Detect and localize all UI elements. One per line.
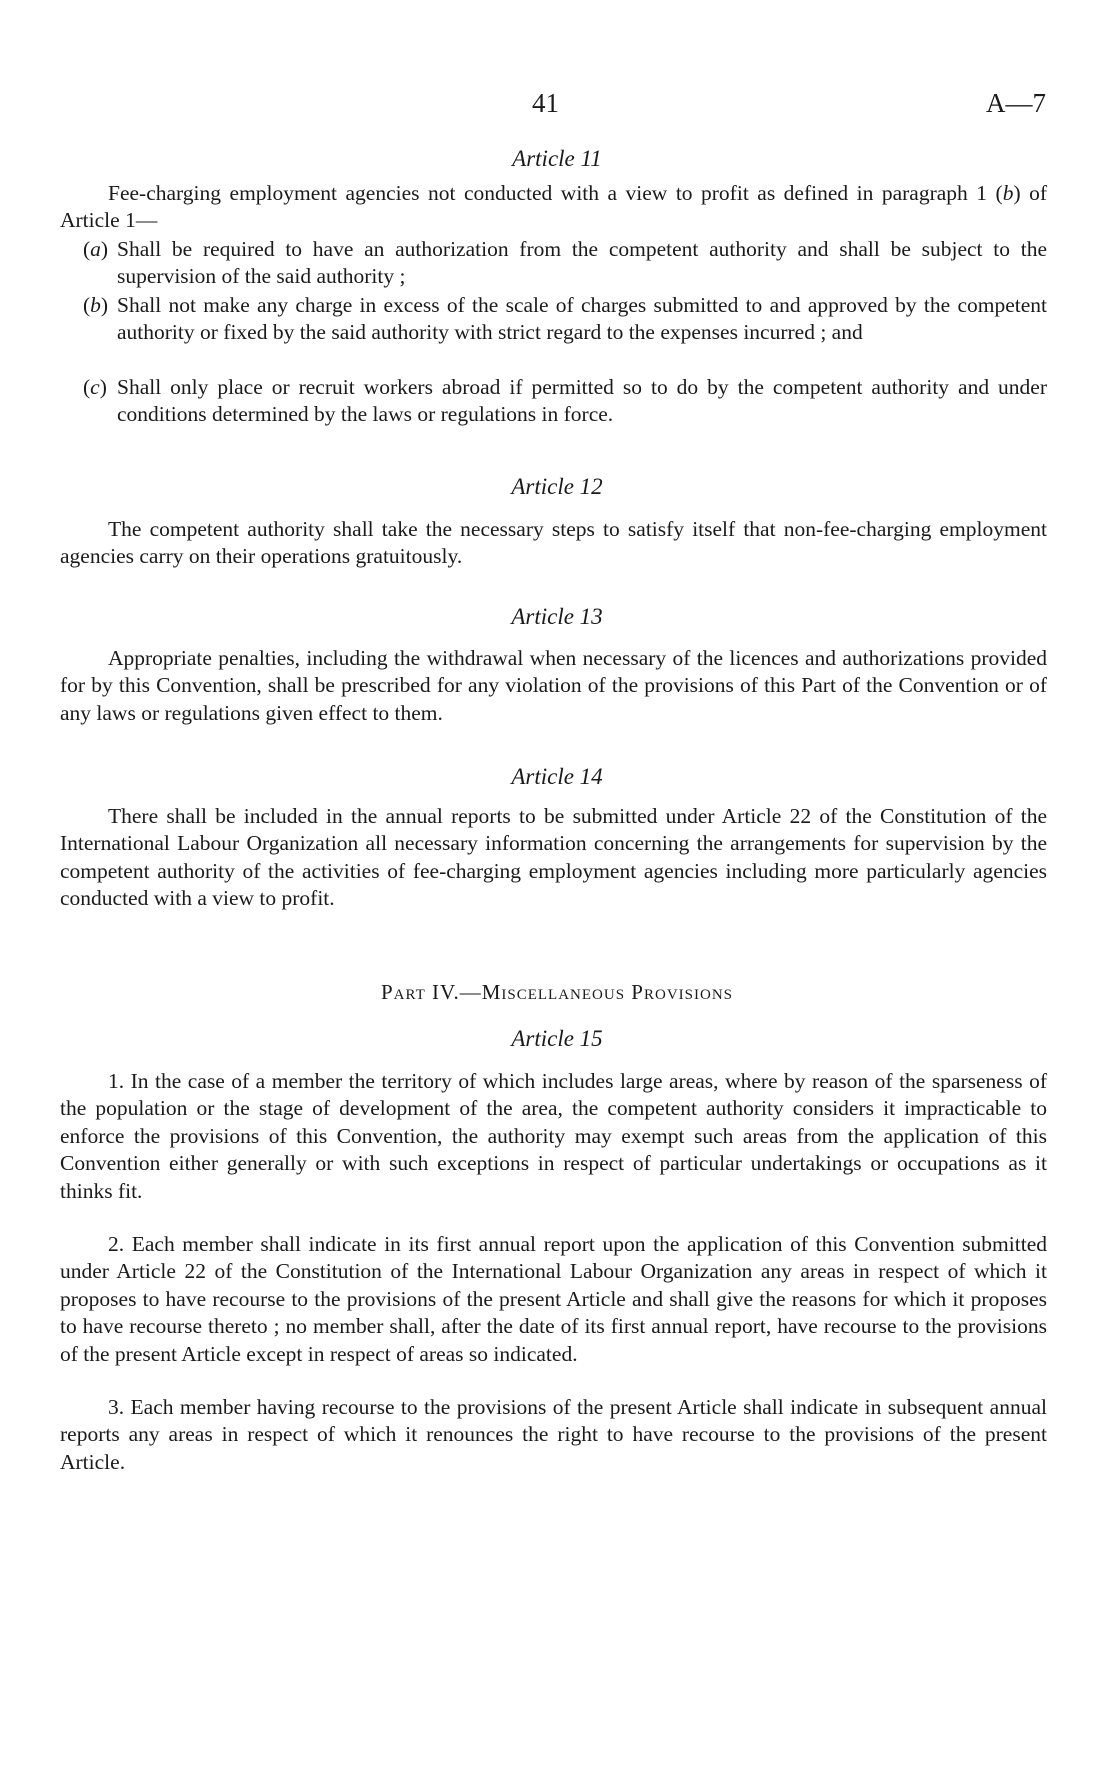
part-iv-heading: Part IV.—Miscellaneous Provisions — [380, 980, 733, 1004]
item-text-c: Shall only place or recruit workers abroad if permitted so to do by the competent authority and under conditions determined by the laws or regulations in force. — [117, 375, 1047, 427]
article-14-text: There shall be included in the annual reports to be submitted under Article 22 of the Constitution of the International Labour Organization all necessary information concerning the arrangements for supervision by the competent authority of the activities of fee-charging employment agencies including more particularly agencies conducted with a view to profit. — [60, 804, 1047, 911]
article-11-intro-part2: ) of Article 1— — [60, 181, 1047, 233]
item-label-a: (a) — [83, 237, 109, 261]
item-text-b: Shall not make any charge in excess of the scale of charges submitted to and approved by the competent authority or fixed by the said authority with strict regard to the expenses incurred ; and — [117, 293, 1047, 345]
item-label-b: (b) — [83, 293, 109, 317]
item-text-a: Shall be required to have an authorization from the competent authority and shall be subject to the supervision of the said authority ; — [117, 237, 1047, 289]
article-15-paragraph-2: 2. Each member shall indicate in its first annual report upon the application of this Convention submitted under Article 22 of the Constitution of the International Labour Organization any areas in respect of which it proposes to have recourse to the provisions of the present Article and shall give the reasons for which it proposes to have recourse thereto ; no member shall, after the date of its first annual report, have recourse to the provisions of the present Article except in respect of areas so indicated. — [60, 1232, 1047, 1366]
article-11-item-c — [83, 374, 1047, 429]
document-reference: A—7 — [986, 88, 1046, 118]
article-15-paragraph-3: 3. Each member having recourse to the provisions of the present Article shall indicate in subsequent annual reports any areas in respect of which it renounces the right to have recourse to the provisions of the present Article. — [60, 1395, 1047, 1474]
article-12-heading: Article 12 — [511, 474, 603, 499]
article-13-text: Appropriate penalties, including the withdrawal when necessary of the licences and authorizations provided for by this Convention, shall be prescribed for any violation of the provisions of this Part of the Convention or of any laws or regulations given effect to them. — [60, 646, 1047, 725]
article-11-item-a — [83, 236, 1047, 291]
article-11-heading: Article 11 — [512, 146, 602, 171]
article-14-heading: Article 14 — [511, 764, 603, 789]
article-11-intro-part1: Fee-charging employment agencies not conducted with a view to profit as defined in paragraph 1 ( — [108, 181, 1003, 205]
article-11-item-b — [83, 292, 1047, 347]
item-label-c: (c) — [83, 375, 107, 399]
article-15-paragraph-1: 1. In the case of a member the territory of which includes large areas, where by reason of the sparseness of the population or the stage of development of the area, the competent authority considers it impracticable to enforce the provisions of this Convention, the authority may exempt such areas from the application of this Convention either generally or with such exceptions in respect of particular undertakings or occupations as it thinks fit. — [60, 1069, 1047, 1203]
page-number: 41 — [532, 88, 559, 118]
article-11-intro — [60, 180, 1047, 235]
article-15-heading: Article 15 — [511, 1026, 603, 1051]
article-12-text: The competent authority shall take the necessary steps to satisfy itself that non-fee-charging employment agencies carry on their operations gratuitously. — [60, 517, 1047, 569]
article-11-intro-italic: b — [1002, 181, 1014, 205]
article-13-heading: Article 13 — [511, 604, 603, 629]
